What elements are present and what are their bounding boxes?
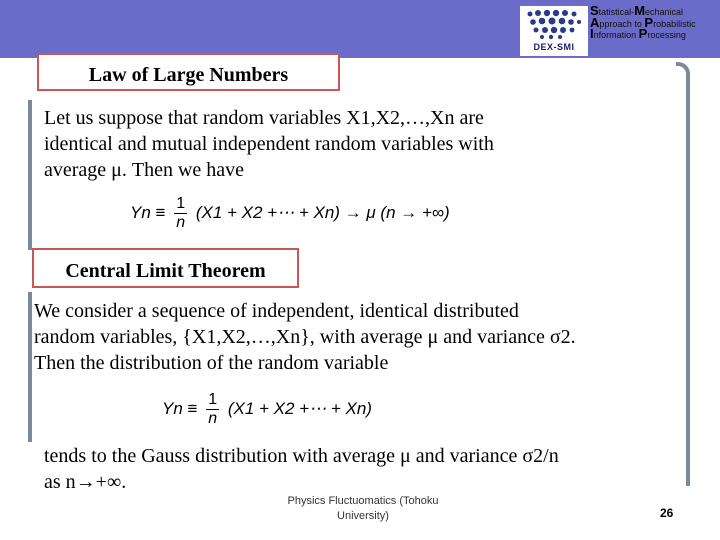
project-line-2: Approach to Probabilistic: [590, 14, 696, 30]
project-title: [590, 3, 718, 56]
formula-lhs: Yn ≡: [130, 202, 166, 222]
formula-fraction: [174, 195, 187, 232]
clt-line-3: Then the distribution of the random variable: [34, 352, 389, 374]
clt-title: Central Limit Theorem: [32, 248, 299, 288]
lln-line-3: average μ. Then we have: [44, 159, 245, 181]
fraction-denominator: n: [208, 410, 218, 427]
formula-lhs: Yn ≡: [162, 398, 198, 418]
fraction-numerator: 1: [176, 195, 186, 212]
lln-formula: [130, 195, 450, 232]
fraction-numerator: 1: [208, 391, 218, 408]
clt-line-2: random variables, {X1,X2,…,Xn}, with average μ and variance σ2.: [34, 326, 576, 348]
fraction-denominator: n: [176, 214, 186, 231]
project-line-3: Information Processing: [590, 26, 686, 41]
clt-formula: [162, 391, 372, 428]
footer-text: [268, 494, 458, 524]
lln-line-2: identical and mutual independent random variables with: [44, 133, 494, 155]
page-number: 26: [660, 506, 674, 520]
left-bracket-decoration: [28, 100, 38, 250]
footer-line-1: Physics Fluctuomatics (Tohoku: [287, 495, 439, 507]
project-line-1: Statistical-Mechanical: [590, 3, 684, 18]
formula-rhs: (X1 + X2 +⋯ + Xn) → μ (n → +∞): [195, 202, 450, 222]
lln-paragraph: [44, 105, 494, 183]
clt-paragraph: [34, 298, 576, 376]
footer-line-2: University): [337, 510, 389, 522]
formula-rhs: (X1 + X2 +⋯ + Xn): [227, 398, 372, 418]
formula-fraction: [206, 391, 219, 428]
clt-line-5: as n→+∞.: [44, 471, 127, 493]
logo-label: DEX-SMI: [533, 42, 575, 52]
dex-smi-logo: [520, 6, 588, 56]
clt-line-4: tends to the Gauss distribution with average μ and variance σ2/n: [44, 445, 559, 467]
dot-pattern-icon: [524, 8, 584, 40]
clt-conclusion: [44, 443, 559, 495]
right-bracket-decoration: [676, 62, 690, 486]
lln-line-1: Let us suppose that random variables X1,X2,…,Xn are: [44, 107, 484, 129]
clt-line-1: We consider a sequence of independent, identical distributed: [34, 300, 519, 322]
lln-title: Law of Large Numbers: [37, 53, 340, 91]
